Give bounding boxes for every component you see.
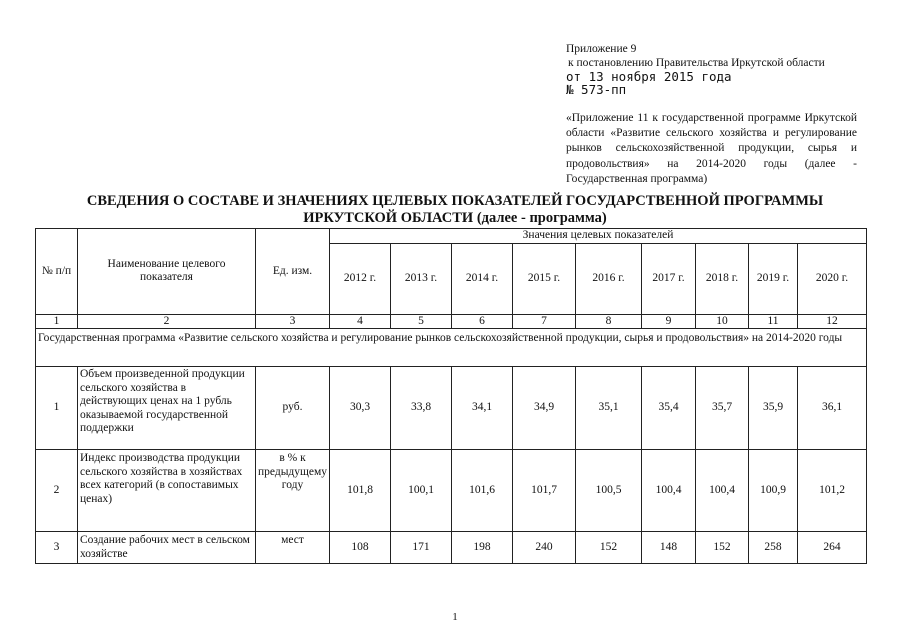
page-number: 1: [452, 611, 458, 623]
header-name: Наименование целевого показателя: [78, 229, 256, 315]
row-value: 198: [452, 532, 513, 564]
row-value: 152: [576, 532, 642, 564]
header-year: 2020 г.: [798, 243, 867, 314]
row-value: 34,1: [452, 367, 513, 450]
row-value: 100,4: [642, 450, 696, 532]
row-value: 30,3: [330, 367, 391, 450]
row-unit: мест: [256, 532, 330, 564]
row-value: 35,4: [642, 367, 696, 450]
row-value: 33,8: [391, 367, 452, 450]
header-year: 2015 г.: [513, 243, 576, 314]
column-index: 1: [36, 314, 78, 329]
column-index: 11: [749, 314, 798, 329]
row-value: 240: [513, 532, 576, 564]
row-value: 108: [330, 532, 391, 564]
column-index: 10: [696, 314, 749, 329]
row-unit: руб.: [256, 367, 330, 450]
row-value: 258: [749, 532, 798, 564]
header-year: 2019 г.: [749, 243, 798, 314]
header-year: 2018 г.: [696, 243, 749, 314]
column-index: 5: [391, 314, 452, 329]
header-values-group: Значения целевых показателей: [330, 229, 867, 244]
column-index: 3: [256, 314, 330, 329]
header-num: № п/п: [36, 229, 78, 315]
row-value: 148: [642, 532, 696, 564]
row-name: Объем произведенной продукции сельского хозяйства в действующих ценах на 1 рубль оказываемой государственной поддержки: [78, 367, 256, 450]
column-index: 6: [452, 314, 513, 329]
row-num: 2: [36, 450, 78, 532]
decree-reference: к постановлению Правительства Иркутской области: [568, 57, 825, 69]
row-value: 34,9: [513, 367, 576, 450]
section-title: Государственная программа «Развитие сельского хозяйства и регулирование рынков сельскохозяйственной продукции, сырья и продовольствия» на 2014-2020 годы: [36, 329, 867, 367]
row-num: 1: [36, 367, 78, 450]
row-value: 152: [696, 532, 749, 564]
header-year: 2016 г.: [576, 243, 642, 314]
decree-number: № 573-пп: [566, 82, 627, 97]
title-line-2: ИРКУТСКОЙ ОБЛАСТИ (далее - программа): [303, 210, 607, 226]
row-value: 101,6: [452, 450, 513, 532]
header-unit: Ед. изм.: [256, 229, 330, 315]
row-value: 101,8: [330, 450, 391, 532]
row-value: 35,9: [749, 367, 798, 450]
column-index: 7: [513, 314, 576, 329]
row-value: 100,1: [391, 450, 452, 532]
column-index: 12: [798, 314, 867, 329]
row-name: Создание рабочих мест в сельском хозяйстве: [78, 532, 256, 564]
row-value: 171: [391, 532, 452, 564]
row-value: 100,4: [696, 450, 749, 532]
header-year: 2013 г.: [391, 243, 452, 314]
row-value: 264: [798, 532, 867, 564]
row-value: 100,5: [576, 450, 642, 532]
header-year: 2017 г.: [642, 243, 696, 314]
title-line-1: СВЕДЕНИЯ О СОСТАВЕ И ЗНАЧЕНИЯХ ЦЕЛЕВЫХ ПОКАЗАТЕЛЕЙ ГОСУДАРСТВЕННОЙ ПРОГРАММЫ: [86, 193, 824, 209]
column-index: 4: [330, 314, 391, 329]
document-title: [60, 193, 850, 227]
row-value: 101,7: [513, 450, 576, 532]
row-value: 101,2: [798, 450, 867, 532]
column-index: 2: [78, 314, 256, 329]
row-value: 35,7: [696, 367, 749, 450]
column-index: 9: [642, 314, 696, 329]
decree-date: от 13 ноября 2015 года: [566, 69, 732, 84]
indicators-table: [35, 228, 867, 564]
row-value: 36,1: [798, 367, 867, 450]
row-value: 35,1: [576, 367, 642, 450]
program-note: «Приложение 11 к государственной программе Иркутской области «Развитие сельского хозяйства и регулирование рынков сельскохозяйственной продукции, сырья и продовольствия» на 2014-2020 годы (далее - Государственная программа): [566, 112, 857, 185]
row-name: Индекс производства продукции сельского хозяйства в хозяйствах всех категорий (в сопоставимых ценах): [78, 450, 256, 532]
row-unit: в % к предыдущему году: [256, 450, 330, 532]
header-year: 2012 г.: [330, 243, 391, 314]
row-value: 100,9: [749, 450, 798, 532]
row-num: 3: [36, 532, 78, 564]
appendix-title: Приложение 9: [566, 43, 637, 55]
appendix-header: [566, 42, 866, 96]
header-year: 2014 г.: [452, 243, 513, 314]
column-index: 8: [576, 314, 642, 329]
